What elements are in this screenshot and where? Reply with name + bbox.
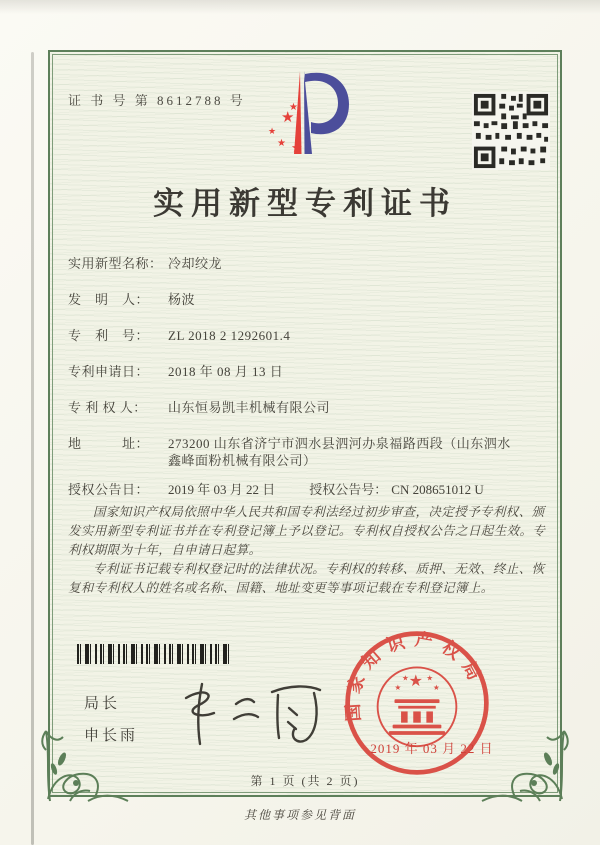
grant-date-value: 2019 年 03 月 22 日 [168,482,276,497]
field-value: 273200 山东省济宁市泗水县泗河办泉福路西段（山东泗水鑫峰面粉机械有限公司） [168,436,511,468]
signer-name: 申长雨 [84,728,139,744]
scan-shadow-left [31,52,34,845]
certificate-number: 证 书 号 第 8612788 号 [68,93,246,108]
svg-text:★: ★ [432,682,440,692]
svg-text:★: ★ [426,673,434,683]
field-label: 发 明 人： [68,292,150,307]
signer-title: 局长 [84,696,121,712]
svg-text:★: ★ [394,682,402,692]
back-side-note: 其他事项参见背面 [243,808,356,822]
grant-no-label: 授权公告号： [309,482,388,497]
corner-ornament-left-icon [40,713,132,805]
national-emblem-icon [389,673,445,735]
field-label: 专 利 权 人： [68,400,147,415]
field-value: 2018 年 08 月 13 日 [168,364,284,379]
field-label: 地 址： [68,436,150,451]
svg-text:★: ★ [408,673,423,691]
page-number: 第 1 页 (共 2 页) [250,774,360,788]
cnipa-patent-logo-icon [253,66,357,166]
logo-star-icon: ★ [281,110,295,126]
qr-code-icon [472,92,550,170]
corner-ornament-right-icon [478,713,570,805]
handwritten-signature-icon [172,674,332,754]
scan-shadow-top [0,0,600,14]
body-paragraph-2: 专利证书记载专利权登记时的法律状况。专利权的转移、质押、无效、终止、恢复和专利权人的姓名或名称、国籍、地址变更等事项记载在专利登记簿上。 [68,562,545,595]
field-row-patent-no [68,327,548,344]
field-row-grant [68,481,548,498]
field-label: 实用新型名称： [68,256,163,271]
field-label: 专 利 号： [68,328,150,343]
seal-ring-text: 国家知识产权局 [342,629,489,723]
field-value: ZL 2018 2 1292601.4 [168,328,291,343]
logo-star-icon: ★ [291,140,303,155]
field-row-filing-date [68,363,548,380]
field-row-inventor [68,291,548,308]
field-value: 山东恒易凯丰机械有限公司 [168,400,331,415]
grant-no-value: CN 208651012 U [391,482,484,497]
seal-date: 2019 年 03 月 22 日 [370,741,494,756]
logo-star-icon: ★ [277,138,286,149]
svg-text:★: ★ [402,673,409,683]
body-paragraph-1: 国家知识产权局依照中华人民共和国专利法经过初步审查，决定授予专利权、颁发实用新型专利证书并在专利登记簿上予以登记。专利权自授权公告之日起生效。专利权期限为十年，自申请日起算。 [68,505,546,557]
field-row-patentee [68,399,548,416]
certificate-title: 实用新型专利证书 [153,186,457,221]
field-label: 专利申请日： [68,364,150,379]
certificate-frame [48,50,562,797]
logo-star-icon: ★ [268,126,277,136]
certificate-body [68,503,546,598]
field-list [68,255,548,517]
field-row-address [68,435,548,469]
logo-star-icon: ★ [289,102,298,113]
grant-date-label: 授权公告日： [68,482,150,497]
barcode-icon [77,644,233,664]
field-row-name [68,255,548,272]
field-value: 冷却绞龙 [168,256,223,271]
field-value: 杨波 [168,292,196,307]
